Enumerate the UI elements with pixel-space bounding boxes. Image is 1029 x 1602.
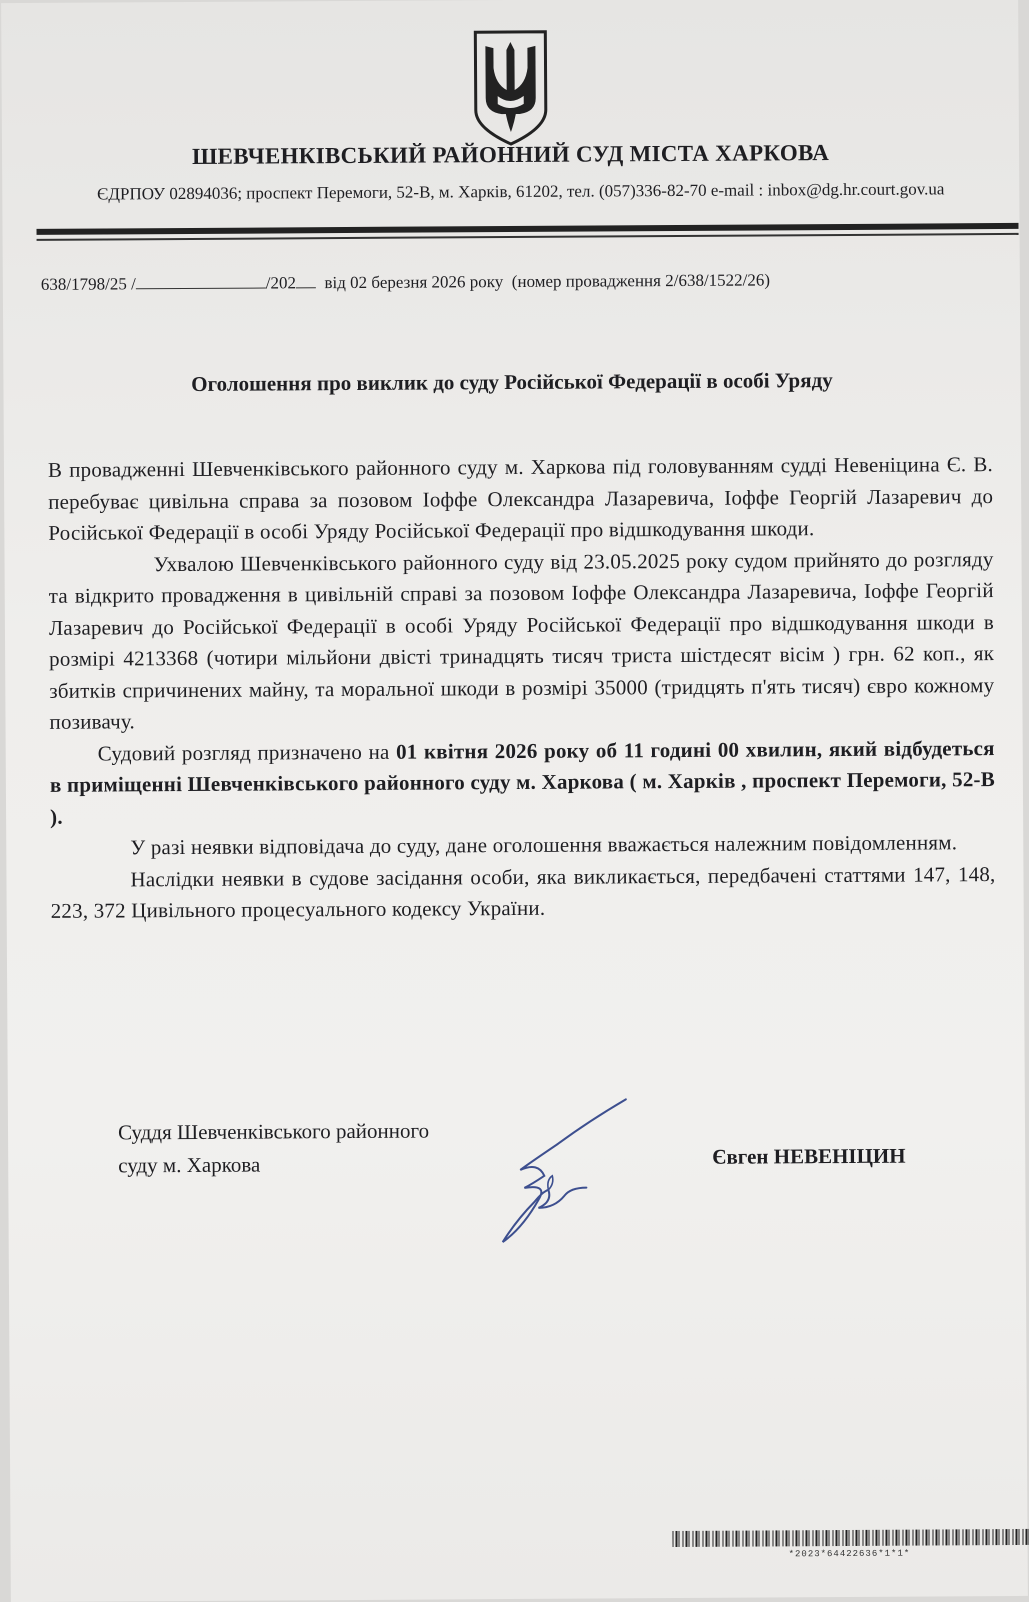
signer-role-line-2: суду м. Харкова [118,1152,261,1178]
court-contact-info: ЄДРПОУ 02894036; проспект Перемоги, 52-В, м. Харків, 61202, тел. (057)336-82-70 e-mail : inbox@dg.hr.court.gov.ua [97,179,945,204]
document-body [48,449,996,927]
paragraph-3 [50,733,996,833]
trident-coat-of-arms-icon [469,28,552,148]
signer-role [118,1115,429,1183]
document-title: Оголошення про виклик до суду Російської Федерації в особі Уряду [191,368,833,396]
paragraph-2: Ухвалою Шевченківського районного суду від 23.05.2025 року судом прийнято до розгляду та відкрито провадження в цивільній справі за позовом Іоффе Олександра Лазаревича, Іоффе Георгій Лазаревич до Російської Федерації в особі Уряду Російської Федерації про відшкодування шкоди в розмірі 4213368 (чотири мільйони двісті тринадцять тисяч триста шістдесят вісім ) грн. 62 коп., як збитків спричинених майну, та моральної шкоди в розмірі 35000 (тридцять п'ять тисяч) євро кожному позивачу. [48,546,995,734]
header-divider-thin [37,233,1019,241]
document-page [1,0,1028,1602]
blank-year-field [296,273,316,288]
proceeding-number: (номер провадження 2/638/1522/26) [511,270,771,292]
judge-name: Євген НЕВЕНІЦИН [712,1143,906,1169]
paragraph-4: У разі неявки відповідача до суду, дане оголошення вважається належним повідомленням. [130,830,958,860]
reference-line [41,270,770,294]
case-number: 638/1798/25 / [40,274,136,294]
paragraph-1: В провадженні Шевченківського районного суду м. Харкова під головуванням судді Невеніцина Є. В. перебуває цивільна справа за позовом Іоффе Олександра Лазаревича, Іоффе Георгій Лазаревич до Російської Федерації в особі Уряду Російської Федерації про відшкодування шкоди. [47,452,994,545]
document-date: від 02 березня 2026 року [324,272,504,293]
paragraph-3-lead: Судовий розгляд призначено на [97,739,397,766]
paragraph-5: Наслідки неявки в судове засідання особи, яка викликається, передбачені статтями 147, 148, 223, 372 Цивільного процесуального кодексу України. [50,861,996,923]
signer-role-line-1: Суддя Шевченківського районного [117,1118,430,1145]
hearing-details: 01 квітня 2026 року об 11 годині 00 хвилин, який відбудеться в приміщенні Шевченківського районного суду м. Харкова ( м. Харків , проспект Перемоги, 52-В ). [49,735,995,829]
barcode [672,1529,1029,1547]
court-name: ШЕВЧЕНКІВСЬКИЙ РАЙОННИЙ СУД МІСТА ХАРКОВА [191,140,830,169]
handwritten-signature-icon [498,1091,649,1252]
blank-field [136,274,266,290]
year-prefix: /202 [265,273,297,293]
barcode-text: *2023*64422636*1*1* [788,1548,911,1560]
